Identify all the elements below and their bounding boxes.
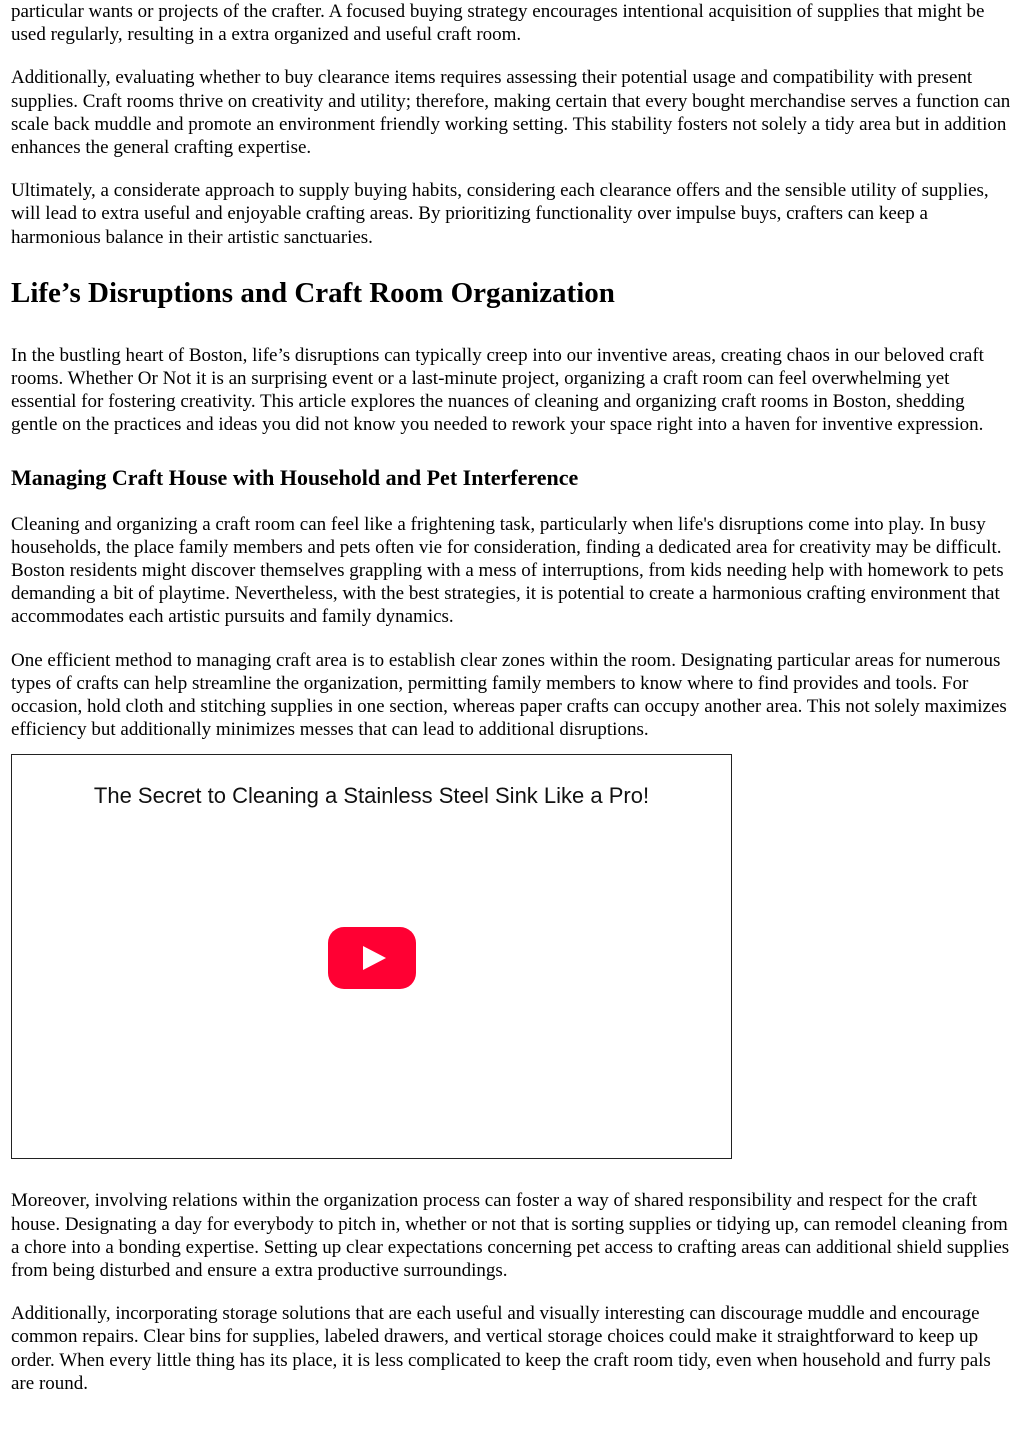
youtube-play-icon: [328, 927, 416, 989]
paragraph: Additionally, evaluating whether to buy clearance items requires assessing their potential usage and compatibility with present supplies. Craft rooms thrive on creativity and utility; therefore, making certain that every bought merchandise serves a function can scale back muddle and promote an environment friendly working setting. This stability fosters not solely a tidy area but in addition enhances the general crafting expertise.: [11, 67, 1011, 159]
paragraph: In the bustling heart of Boston, life’s disruptions can typically creep into our inventive areas, creating chaos in our beloved craft rooms. Whether Or Not it is an surprising event or a last-minute project, organizing a craft room can feel overwhelming yet essential for fostering creativity. This article explores the nuances of cleaning and organizing craft rooms in Boston, shedding gentle on the practices and ideas you did not know you needed to rework your space right into a haven for inventive expression.: [11, 344, 984, 436]
paragraph: Cleaning and organizing a craft room can feel like a frightening task, particularly when life's disruptions come into play. In busy households, the place family members and pets often vie for consideration, finding a dedicated area for creativity may be difficult. Boston residents might discover themselves grappling with a mess of interruptions, from kids needing help with homework to pets demanding a bit of playtime. Nevertheless, with the best strategies, it is potential to create a harmonious crafting environment that accommodates each artistic pursuits and family dynamics.: [11, 513, 1004, 628]
paragraph: Ultimately, a considerate approach to supply buying habits, considering each clearance offers and the sensible utility of supplies, will lead to extra useful and enjoyable crafting areas. By prioritizing functionality over impulse buys, crafters can keep a harmonious balance in their artistic sanctuaries.: [11, 180, 989, 248]
article-body: [11, 0, 1015, 1395]
paragraph: Additionally, incorporating storage solutions that are each useful and visually interesting can discourage muddle and encourage common repairs. Clear bins for supplies, labeled drawers, and vertical storage choices could make it straightforward to keep up order. When every little thing has its place, it is less complicated to keep the craft room tidy, even when household and furry pals are round.: [11, 1303, 991, 1394]
paragraph: Moreover, involving relations within the organization process can foster a way of shared responsibility and respect for the craft house. Designating a day for everybody to pitch in, whether or not that is sorting supplies or tidying up, can remodel cleaning from a chore into a bonding expertise. Setting up clear expectations concerning pet access to crafting areas can additional shield supplies from being disturbed and ensure a extra productive surroundings.: [11, 1190, 1010, 1282]
embedded-video[interactable]: [11, 754, 732, 1159]
paragraph: One efficient method to managing craft area is to establish clear zones within the room. Designating particular areas for numerous types of crafts can help streamline the organization, permitting family members to know where to find provides and tools. For occasion, hold cloth and stitching supplies in one section, whereas paper crafts can occupy another area. This not solely maximizes efficiency but additionally minimizes messes that can lead to additional disruptions.: [11, 649, 1007, 741]
section-heading: Life’s Disruptions and Craft Room Organization: [11, 276, 615, 309]
video-title[interactable]: The Secret to Cleaning a Stainless Steel Sink Like a Pro!: [93, 783, 650, 809]
paragraph: particular wants or projects of the crafter. A focused buying strategy encourages intentional acquisition of supplies that might be used regularly, resulting in a extra organized and useful craft room.: [11, 1, 985, 46]
video-play-button[interactable]: [328, 927, 416, 989]
subsection-heading: Managing Craft House with Household and Pet Interference: [11, 464, 579, 490]
